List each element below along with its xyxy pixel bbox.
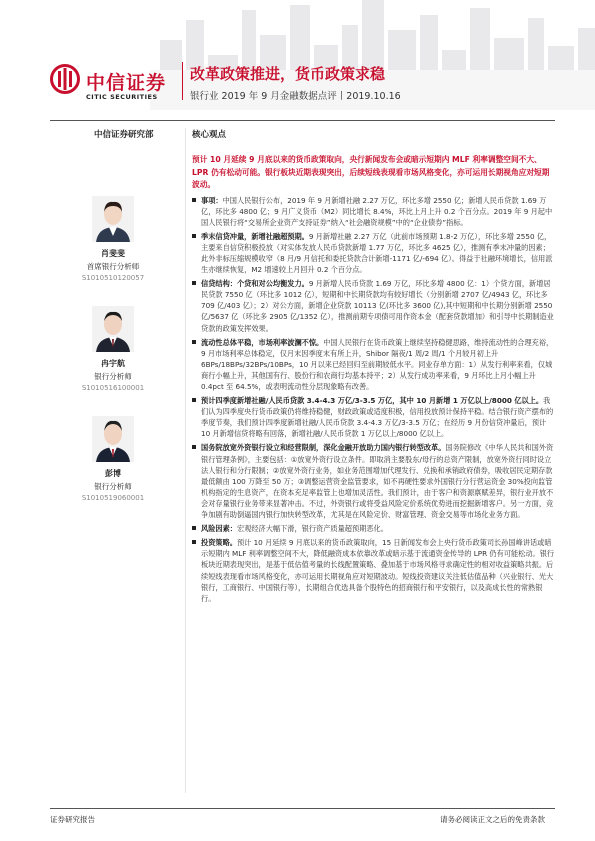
analyst-role: 银行分析师 [94, 372, 132, 381]
section-title: 核心观点 [192, 130, 227, 140]
analyst-cert-number: S1010516100001 [81, 384, 145, 392]
bullet-heading: 事项： [201, 195, 223, 205]
bullet-heading: 预计四季度新增社融/人民币贷款 3.4-4.3 万亿/3-3.5 万亿，其中 10 月新增 1 万亿以上/8000 亿以上。 [201, 396, 544, 406]
header-divider [182, 62, 183, 100]
logo-chinese-name: 中信证券 [86, 72, 167, 94]
report-subtitle: 银行业 2019 年 9 月金融数据点评丨2019.10.16 [190, 91, 401, 102]
core-views [192, 128, 555, 604]
bullet-heading: 国务院放宽外资银行设立和经营限制，深化金融开放助力国内银行转型改革。 [201, 443, 446, 453]
analyst-card [50, 196, 176, 282]
bullet-item [192, 395, 555, 439]
bullet-heading: 风险因素： [201, 524, 237, 534]
bullet-item [192, 337, 555, 392]
bullet-body: 中国人民银行在货币政策上继续坚持稳健思路，维持流动性的合理充裕，9 月市场利率总体稳定，仅月末因季度末有所上升，Shibor 隔夜/1 周/2 周/1 个月较月初上升 6BPs/18BPs/32BPs/10BPs，10 月以来已经回归至前期较低水平。同业存单方面：1）从发行利率来看，仅城商行小幅上升，其他国有行、股份行和农商行均基本持平；2）从发行成功率来看，9 月环比上月小幅上升 0.4pct 至 64.5%，或表明流动性分层现象略有改善。 [201, 337, 554, 391]
analyst-name: 冉宇航 [101, 359, 125, 368]
analyst-photo-icon [92, 416, 134, 462]
analyst-card [50, 416, 176, 502]
column-separator [185, 128, 186, 793]
footer-disclaimer: 请务必阅读正文之后的免责条款 [440, 815, 545, 824]
bullet-body: 中国人民银行公布，2019 年 9 月新增社融 2.27 万亿，环比多增 2550 亿；新增人民币贷款 1.69 万亿，环比多 4800 亿；9 月广义货币（M2）同比增长 8.4%，环比上月上升 0.2 个百分点。2019 年 9 月起中国人民银行将“交易所企业资产支持证券”纳入“社会融资规模”中的“企业债券”指标。 [201, 195, 553, 227]
bullet-item [192, 278, 555, 333]
footer-rule [50, 808, 555, 809]
analyst-cert-number: S1010510120057 [81, 274, 145, 282]
header-rule [50, 120, 555, 121]
bullet-item [192, 195, 555, 228]
summary-paragraph: 预计 10 月延续 9 月底以来的货币政策取向，央行新闻发布会或暗示短期内 MLF 利率调整空间不大、LPR 仍有松动可能。银行板块近期表现突出，后续短线表现看市场风格变化，亦可运用长期视角应对短期波动。 [192, 155, 550, 189]
report-title: 改革政策推进，货币政策求稳 [190, 65, 386, 83]
footer-label: 证券研究报告 [50, 815, 95, 824]
bullet-heading: 信贷结构：个贷和对公均衡发力。 [201, 279, 309, 289]
bullet-body: 我们认为四季度央行货币政策仍将维持稳健，财政政策或适度积极，信用投放预计保持平稳。结合银行资产摆布的季度节奏，我们预计四季度新增社融/人民币贷款 3.4-4.3 万亿/3-3.5 万亿；在经历 9 月份信贷冲量后，预计 10 月新增信贷将略有回落，新增社融/人民币贷款 1 万亿以上/8000 亿以上。 [201, 396, 554, 439]
bullet-item [192, 442, 555, 520]
analyst-photo-icon [92, 196, 134, 242]
bullet-body: 9 月新增社融 2.27 万亿（此前市场预期 1.8-2 万亿），环比多增 2550 亿，主要来自信贷积极投放（对实体发放人民币贷款新增 1.77 万亿，环比多 4625 亿），推测有季末冲量的因素；此外非标压缩规模收窄（8 月/9 月信托和委托贷款合计新增-1171 亿/-694 亿）。得益于社融环境增长，信用派生亦继续恢复，M2 增速较上月回升 0.2 个百分点。 [201, 231, 553, 275]
bullet-heading: 流动性总体平稳，市场利率波澜不惊。 [201, 337, 324, 347]
bullet-heading: 投资策略。 [201, 538, 237, 548]
citic-logo [50, 60, 185, 108]
report-header [0, 0, 595, 110]
bullet-item [192, 523, 555, 534]
analyst-name: 彭博 [105, 469, 121, 478]
bullet-item [192, 231, 555, 275]
sidebar [50, 128, 176, 502]
bullet-item [192, 537, 555, 604]
analyst-cert-number: S1010519060001 [81, 494, 145, 502]
research-dept-title: 中信证券研究部 [94, 130, 154, 140]
bullet-body: 宏观经济大幅下滑，银行资产质量超预期恶化。 [236, 524, 388, 534]
bullet-heading: 季末信贷冲量，新增社融超预期。 [201, 231, 309, 241]
analyst-role: 首席银行分析师 [86, 262, 140, 271]
analyst-role: 银行分析师 [94, 482, 132, 491]
citic-logo-mark-icon [50, 64, 80, 94]
analyst-photo-icon [92, 306, 134, 352]
analyst-name: 肖斐斐 [101, 249, 125, 258]
bullet-body: 9 月新增人民币贷款 1.69 万亿，环比多增 4800 亿：1）个贷方面，新增居民贷款 7550 亿（环比多 1012 亿），短期和中长期贷款均有较好增长（分别新增 2707 亿/4943 亿，环比多 709 亿/403 亿）；2）对公方面，新增企业贷款 10113 亿(环比多 3600 亿),其中短期和中长期分别新增 2550 亿/5637 亿（环比多 2905 亿/1352 亿），推测前期专项债可用作资本金（配套贷款增加）和引导中长期制造业贷款的政策发挥效果。 [201, 279, 554, 333]
logo-english-name: CITIC SECURITIES [86, 93, 158, 101]
bullet-body: 预计 10 月延续 9 月底以来的货币政策取向，15 日新闻发布会上央行货币政策司长孙国峰讲话或暗示短期内 MLF 利率调整空间不大，降低融资成本依靠改革或暗示基于流通资金传导的 LPR 仍有可能松动。银行板块近期表现突出，是基于低估值考量的长线配置策略、叠加基于市场风格寻求确定性的相对收益策略共振。后续短线表现看市场风格变化，亦可运用长期视角应对短期波动。短线投资建议关注低估值品种（兴业银行、光大银行，工商银行、中国银行等），长期组合优选具备个股特色的招商银行和平安银行，以及高成长性的常熟银行。 [201, 538, 555, 603]
analyst-card [50, 306, 176, 392]
bullet-body: 国务院修改《中华人民共和国外资银行管理条例》，主要包括：①放宽外资行设立条件。即取消主要股东/母行的总资产限制，放宽外资行同时设立法人银行和分行限制；②放宽外资行业务，如业务范围增加代理发行、兑换和承销政府债券，吸收居民定期存款最低额由 100 万降至 50 万；③调整运营资金监管要求，如不再硬性要求外国银行分行营运资金 30%投向监管机构指定的生息资产，在资本充足率监管上也增加灵活性。我们预计，由于客户和资源禀赋差异，银行业开放不会对存量银行业务带来显著冲击。不过，外资银行或将受益风险定价系统优势进而挖掘新增客户。另一方面，竞争加剧有助倒逼国内银行加快转型改革，尤其是在风险定价、财富管理、资金交易等市场化业务方面。 [201, 443, 554, 520]
